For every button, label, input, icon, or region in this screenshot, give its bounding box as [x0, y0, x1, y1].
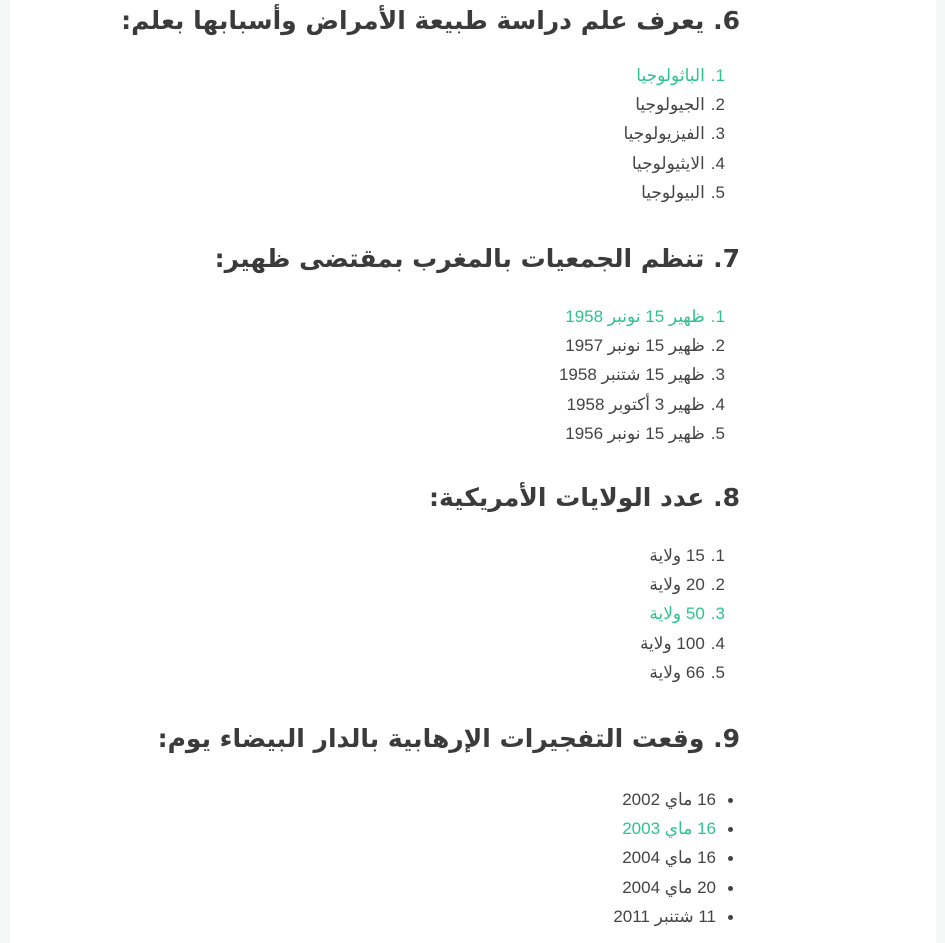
- question-6-title: 6. يعرف علم دراسة طبيعة الأمراض وأسبابها بعلم:: [121, 6, 740, 35]
- option: 3.الفيزيولوجيا: [623, 124, 725, 144]
- option-label: 15 ولاية: [649, 546, 705, 565]
- option: [613, 843, 735, 872]
- bullet-icon: [728, 798, 733, 803]
- option-label: 100 ولاية: [639, 633, 705, 653]
- option-label: ظهير 15 نونبر 1957: [565, 336, 705, 356]
- option: 2.20 ولاية: [649, 575, 725, 595]
- option: [613, 785, 735, 814]
- bullet-icon: [728, 915, 733, 920]
- document-page: [10, 0, 936, 943]
- bullet-icon: [728, 827, 733, 832]
- option-correct: 1.الباثولوجيا: [636, 66, 725, 85]
- option: 4.100 ولاية: [639, 633, 725, 653]
- option: 5.66 ولاية: [649, 662, 725, 682]
- option-label: الباثولوجيا: [636, 66, 705, 85]
- option: 5.ظهير 15 نونبر 1956: [565, 423, 725, 443]
- option-label: ظهير 3 أكتوبر 1958: [566, 394, 705, 414]
- question-6-options: [623, 61, 725, 207]
- question-8-options: [640, 541, 725, 687]
- option-label: 11 شتنبر 2011: [613, 906, 716, 926]
- option-label: ظهير 15 نونبر 1958: [565, 307, 705, 326]
- question-8-title: 8. عدد الولايات الأمريكية:: [428, 483, 740, 512]
- bullet-icon: [728, 856, 733, 861]
- option-label: 50 ولاية: [649, 604, 705, 624]
- option-label: 20 ماي 2004: [622, 877, 716, 897]
- bullet-icon: [728, 886, 733, 891]
- question-7-options: [559, 302, 725, 448]
- option-label: الايثيولوجيا: [631, 153, 705, 173]
- option-label: 16 ماي 2002: [622, 790, 716, 809]
- question-9-title: 9. وقعت التفجيرات الإرهابية بالدار البيضاء يوم:: [157, 724, 740, 753]
- option: 2.الجيولوجيا: [635, 95, 725, 115]
- option-label: 66 ولاية: [649, 662, 705, 682]
- option-label: 16 ماي 2003: [622, 819, 716, 839]
- option: [613, 873, 735, 902]
- question-7-title: 7. تنظم الجمعيات بالمغرب بمقتضى ظهير:: [214, 244, 740, 273]
- option: 5.البيولوجيا: [641, 182, 725, 202]
- option-label: الجيولوجيا: [635, 95, 705, 115]
- option-label: ظهير 15 نونبر 1956: [565, 423, 705, 443]
- option-label: ظهير 15 شتنبر 1958: [558, 365, 705, 385]
- option-label: 20 ولاية: [649, 575, 705, 595]
- option: [613, 902, 735, 931]
- option-correct: 1.ظهير 15 نونبر 1958: [565, 307, 725, 326]
- option-label: الفيزيولوجيا: [623, 124, 705, 144]
- option-label: 16 ماي 2004: [622, 848, 716, 868]
- option: 4.الايثيولوجيا: [631, 153, 725, 173]
- option: 2.ظهير 15 نونبر 1957: [565, 336, 725, 356]
- option-correct: 3.50 ولاية: [649, 604, 725, 624]
- option: 3.ظهير 15 شتنبر 1958: [558, 365, 725, 385]
- option-label: البيولوجيا: [641, 182, 705, 202]
- quiz-content: [10, 0, 936, 943]
- option: 4.ظهير 3 أكتوبر 1958: [566, 394, 725, 414]
- question-9-options: [613, 785, 735, 931]
- option-correct: [613, 814, 735, 843]
- option: 1.15 ولاية: [649, 546, 725, 565]
